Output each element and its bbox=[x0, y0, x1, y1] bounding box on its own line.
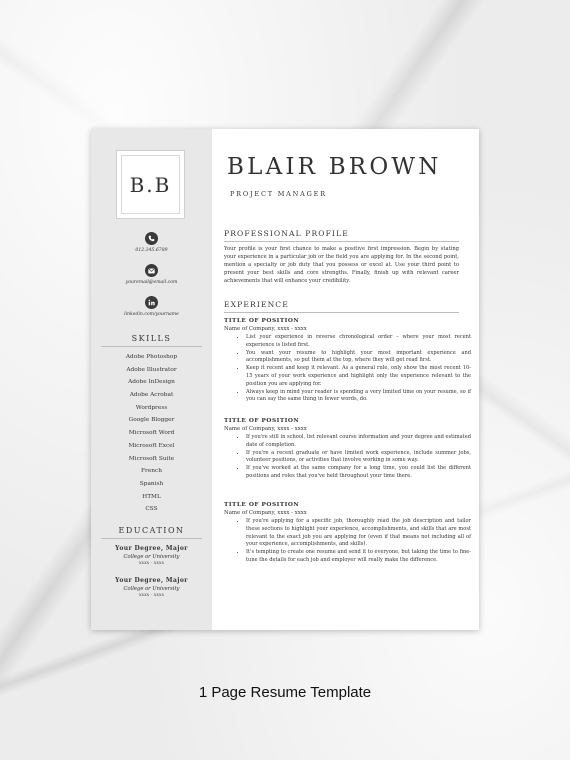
job-title: TITLE OF POSITION bbox=[224, 502, 300, 508]
job-company: Name of Company, xxxx - xxxx bbox=[224, 510, 307, 516]
skill-item: Wordpress bbox=[135, 404, 168, 411]
bullet-item: • Always keep in mind your reader is spending a very limited time on your resume, so if you can say the same thing in fewer words, do. bbox=[246, 389, 471, 405]
skill-item: Adobe Acrobat bbox=[129, 392, 174, 399]
education-heading: EDUCATION bbox=[101, 526, 202, 539]
email-text: youremail@email.com bbox=[125, 280, 178, 285]
contact-phone bbox=[91, 232, 212, 253]
skill-item: Microsoft Excel bbox=[128, 442, 175, 449]
bullet-item: • If you're a recent graduate or have limited work experience, include summer jobs, volunteer positions, or activities that involve working in some way. bbox=[246, 450, 471, 466]
school: College or University bbox=[123, 554, 180, 560]
monogram-frame bbox=[116, 150, 185, 219]
bullet-item: • If you've worked at the same company for a long time, you could list the different positions and roles that you've held throughout your time there. bbox=[246, 465, 471, 481]
job-company: Name of Company, xxxx - xxxx bbox=[224, 326, 307, 332]
skill-item: HTML bbox=[142, 493, 161, 500]
contact-email bbox=[91, 264, 212, 285]
skill-item: Adobe Illustrator bbox=[126, 366, 177, 373]
job-bullets bbox=[234, 434, 471, 481]
education-entry bbox=[91, 545, 212, 566]
skill-item: Microsoft Word bbox=[128, 430, 175, 437]
degree: Your Degree, Major bbox=[115, 577, 188, 584]
resume-sidebar bbox=[91, 129, 212, 630]
bullet-item: • If you're applying for a specific job, thoroughly read the job description and tailor these sections to highlight your experience, accomplishments, and skills that are most relevant to the exact job you are applying for (even if that means not including all of your experience, accomplishments, and skills). bbox=[246, 518, 471, 549]
skills-heading: SKILLS bbox=[101, 334, 202, 347]
bullet-item: • You want your resume to highlight your most important experience and accomplishments, so put them at the top, where they will get read first. bbox=[246, 350, 471, 366]
phone-icon bbox=[145, 232, 158, 245]
profile-heading: PROFESSIONAL PROFILE bbox=[224, 229, 459, 242]
education-entry bbox=[91, 577, 212, 598]
job-company: Name of Company, xxxx - xxxx bbox=[224, 426, 307, 432]
skill-item: CSS bbox=[145, 506, 158, 513]
bullet-item: • Keep it recent and keep it relevant. As a general rule, only show the most recent 10-15 years of your work experience and highlight only the experience relevant to the position you are applying for. bbox=[246, 365, 471, 388]
skill-item: Microsoft Suite bbox=[128, 455, 175, 462]
job-title: TITLE OF POSITION bbox=[224, 418, 300, 424]
skill-item: Adobe InDesign bbox=[128, 379, 175, 386]
email-icon bbox=[145, 264, 158, 277]
education-years: xxxx - xxxx bbox=[138, 593, 165, 598]
skill-item: Adobe Photoshop bbox=[125, 354, 178, 360]
linkedin-icon bbox=[145, 296, 158, 309]
skill-item: Spanish bbox=[139, 480, 164, 487]
profile-text: Your profile is your first chance to make a positive first impression. Begin by stating your experience in a particular job or the field you are applying for. In the second point, mention a specialty or job duty that you possess or excel at. Use your third point to present your best skills and core strengths. Finally, finish up with relevant career achievements that will enhance your credibility. bbox=[224, 246, 459, 284]
degree: Your Degree, Major bbox=[115, 545, 188, 552]
skill-item: French bbox=[141, 468, 162, 475]
education-years: xxxx - xxxx bbox=[138, 561, 165, 566]
template-caption: 1 Page Resume Template bbox=[198, 684, 372, 701]
monogram: B.B bbox=[121, 155, 180, 214]
experience-heading: EXPERIENCE bbox=[224, 300, 459, 313]
phone-text: 012.345.6789 bbox=[135, 248, 168, 253]
contact-linkedin bbox=[91, 296, 212, 317]
resume-role: PROJECT MANAGER bbox=[230, 190, 327, 198]
resume-name: BLAIR BROWN bbox=[227, 154, 442, 180]
skill-item: Google Blogger bbox=[128, 417, 175, 424]
bullet-item: • It's tempting to create one resume and send it to everyone, but taking the time to fine-tune the details for each job and employer will really make the difference. bbox=[246, 549, 471, 565]
linkedin-text: linkedin.com/yourname bbox=[124, 312, 179, 317]
bullet-item: • List your experience in reverse chronological order – where your most recent experience is listed first. bbox=[246, 334, 471, 350]
job-bullets bbox=[234, 518, 471, 565]
job-title: TITLE OF POSITION bbox=[224, 318, 300, 324]
bullet-item: • If you're still in school, list relevant course information and your degree and estimated date of completion. bbox=[246, 434, 471, 450]
skills-list bbox=[91, 351, 212, 516]
school: College or University bbox=[123, 586, 180, 592]
resume-page bbox=[91, 129, 479, 630]
job-bullets bbox=[234, 334, 471, 404]
